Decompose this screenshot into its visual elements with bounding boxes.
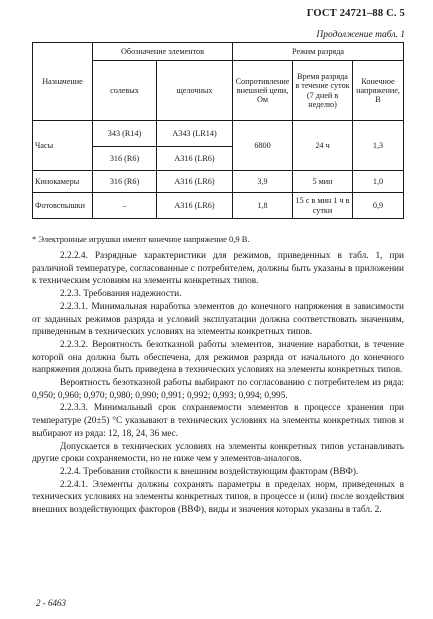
handwritten-page-mark: 2 - 6463: [36, 598, 66, 608]
header-mode: Режим разряда: [233, 43, 404, 61]
header-alkaline: щелочных: [157, 61, 233, 121]
row-camera-purpose: Кинокамеры: [33, 171, 93, 193]
header-resistance: Сопротивление внешней цепи, Ом: [233, 61, 293, 121]
characteristics-table: [32, 42, 404, 219]
row-flash-purpose: Фотовспышки: [33, 193, 93, 219]
row-clock-alkaline-1: A343 (LR14): [157, 121, 233, 147]
row-camera-saline: 316 (R6): [93, 171, 157, 193]
row-clock-saline-2: 316 (R6): [93, 147, 157, 171]
header-purpose: Назначение: [33, 43, 93, 121]
row-camera-alkaline: A316 (LR6): [157, 171, 233, 193]
header-voltage: Конечное напряжение, В: [353, 61, 404, 121]
paragraph: Допускается в технических условиях на элементы конкретных типов устанавливать другие сроки сохраняемости, но не ниже чем у элементов-аналогов.: [32, 441, 404, 465]
row-flash-saline: –: [93, 193, 157, 219]
row-camera-duration: 5 мин: [293, 171, 353, 193]
paragraph: 2.2.3.3. Минимальный срок сохраняемости элементов в процессе хранения при температуре (20±5) °С указывают в технических условиях на элементы конкретных типов и выбирают из ряда: 12, 18, 24, 36 мес.: [32, 403, 404, 439]
page-header: ГОСТ 24721–88 С. 5: [306, 8, 405, 19]
header-saline: солевых: [93, 61, 157, 121]
header-duration: Время разряда в течение суток (7 дней в неделю): [293, 61, 353, 121]
row-clock-voltage: 1,3: [353, 121, 404, 171]
table-continuation-label: Продолжение табл. 1: [316, 30, 405, 40]
row-flash-resistance: 1,8: [233, 193, 293, 219]
paragraph: 2.2.3. Требования надежности.: [60, 289, 182, 300]
row-flash-voltage: 0,9: [353, 193, 404, 219]
table-footnote: * Электронные игрушки имеют конечное напряжение 0,9 В.: [32, 234, 250, 244]
paragraph: 2.2.4.1. Элементы должны сохранять параметры в пределах норм, приведенных в технических условиях на элементы конкретных типов, в процессе и (или) после воздействия внешних воздействующих факторов (ВВФ), виды и значения которых указаны в табл. 2.: [32, 479, 404, 516]
header-designation: Обозначение элементов: [93, 43, 233, 61]
row-clock-saline-1: 343 (R14): [93, 121, 157, 147]
row-camera-voltage: 1,0: [353, 171, 404, 193]
row-clock-purpose: Часы: [33, 121, 93, 171]
row-flash-alkaline: A316 (LR6): [157, 193, 233, 219]
paragraph: 2.2.4. Требования стойкости к внешним воздействующим факторам (ВВФ).: [60, 466, 359, 477]
paragraph: Вероятность безотказной работы выбирают по согласованию с потребителем из ряда: 0,950; 0,960; 0,970; 0,980; 0,990; 0,991; 0,992; 0,993; 0,994; 0,995.: [32, 378, 404, 401]
row-clock-alkaline-2: A316 (LR6): [157, 147, 233, 171]
row-flash-duration: 15 с в мин 1 ч в сутки: [293, 193, 353, 219]
paragraph: 2.2.3.1. Минимальная наработка элементов до конечного напряжения в зависимости от заданных режимов разряда и условий эксплуатации должна соответствовать значениям, приведенным в технических условиях на элементы конкретных типов.: [32, 301, 404, 338]
row-clock-duration: 24 ч: [293, 121, 353, 171]
row-camera-resistance: 3,9: [233, 171, 293, 193]
row-clock-resistance: 6800: [233, 121, 293, 171]
paragraph: 2.2.3.2. Вероятность безотказной работы элементов, значение наработки, в течение которой она должна быть обеспечена, для режимов разряда от начального до конечного напряжения должна быть приведена в технических условиях на элементы конкретных типов.: [32, 339, 404, 376]
body-text: [32, 250, 404, 517]
paragraph: 2.2.2.4. Разрядные характеристики для режимов, приведенных в табл. 1, при различной температуре, согласованные с потребителем, должны быть указаны в приложении к техническим условиям на элементы конкретных типов.: [32, 251, 404, 287]
